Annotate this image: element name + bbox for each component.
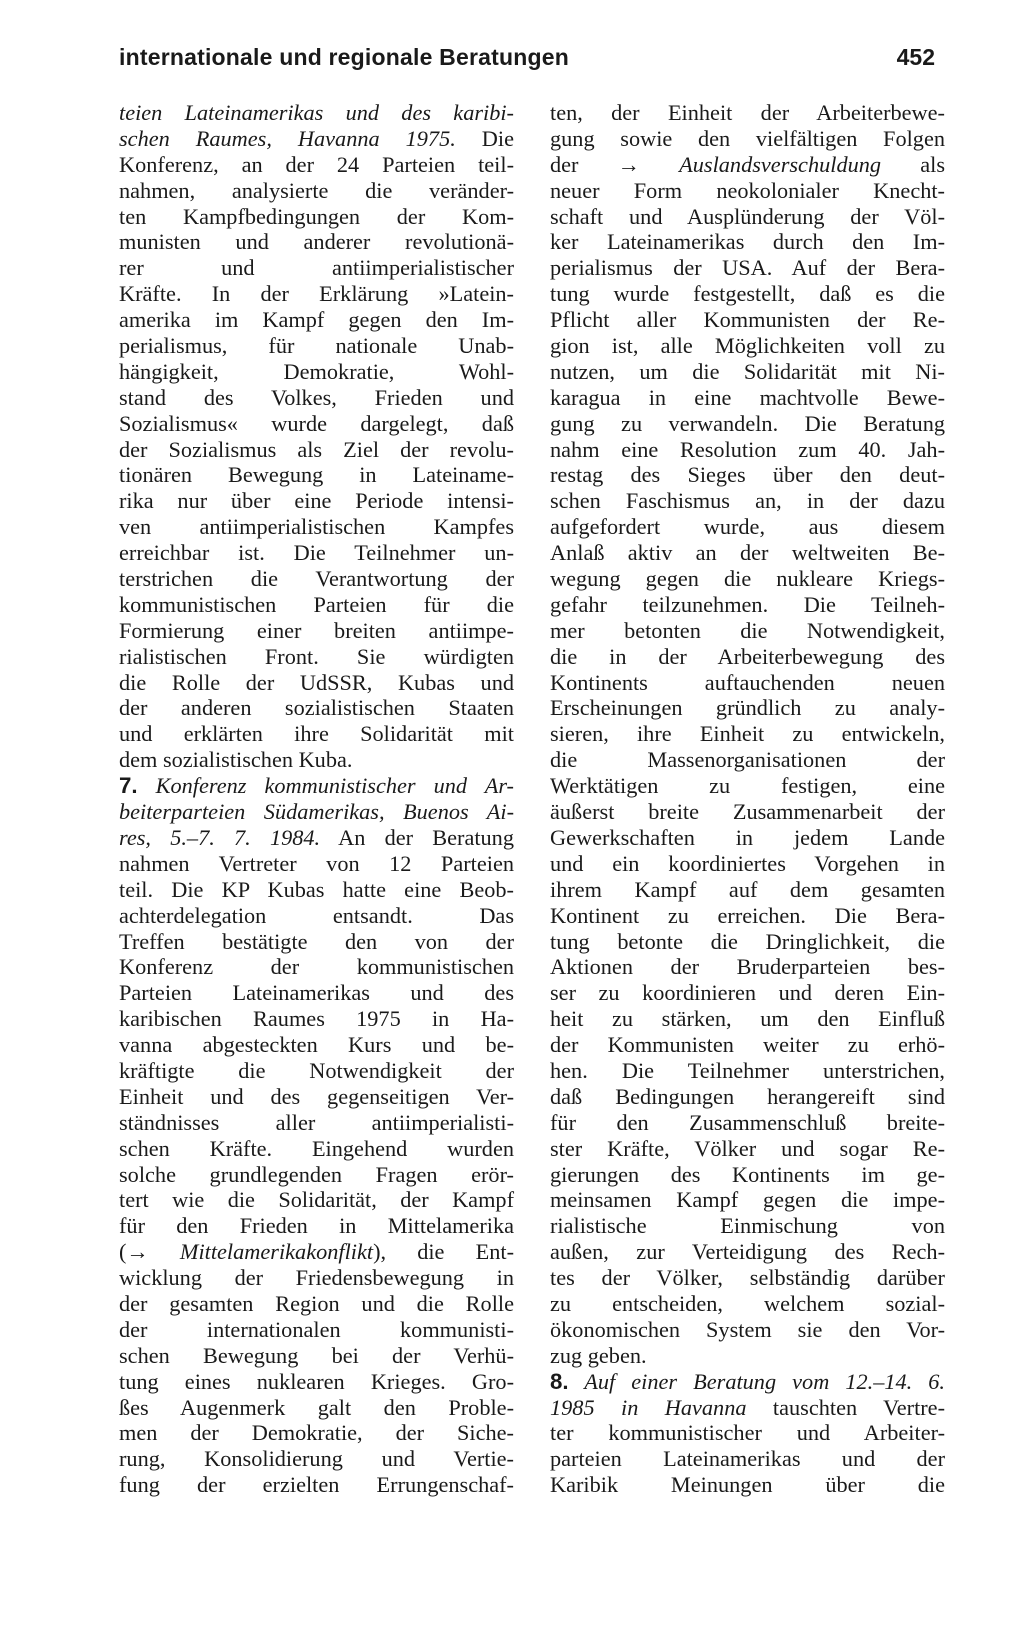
line-text: gefahr teilzunehmen. Die Teilneh- <box>550 591 945 617</box>
text-line <box>119 1369 514 1395</box>
text-line <box>119 126 514 152</box>
line-text: die Rolle der UdSSR, Kubas und <box>119 669 514 695</box>
text-line <box>550 488 945 514</box>
line-text: Kräfte. In der Erklärung »Latein- <box>119 281 514 307</box>
text-line <box>119 799 514 825</box>
line-text: perialismus, für nationale Unab- <box>119 333 514 359</box>
line-text: rer und antiimperialistischer <box>119 255 514 281</box>
line-text: ven antiimperialistischen Kampfes <box>119 514 514 540</box>
text-line <box>550 644 945 670</box>
line-text: Kontinent zu erreichen. Die Bera- <box>550 902 945 928</box>
line-text: die in der Arbeiterbewegung des <box>550 643 945 669</box>
line-text: dem sozialistischen Kuba. <box>119 747 353 773</box>
line-text: der internationalen kommunisti- <box>119 1316 514 1342</box>
text-line <box>550 825 945 851</box>
line-text: daß Bedingungen herangereift sind <box>550 1083 945 1109</box>
text-line <box>550 1239 945 1265</box>
line-text: wicklung der Friedensbewegung in <box>119 1265 514 1291</box>
text-line <box>550 618 945 644</box>
italic-text: teien Lateinamerikas und des karibi- <box>119 100 514 125</box>
text-line <box>119 1343 514 1369</box>
text-line <box>119 488 514 514</box>
text-line <box>550 747 945 773</box>
text-line <box>119 1162 514 1188</box>
line-text: munisten und anderer revolutionä- <box>119 229 514 255</box>
text-line <box>119 385 514 411</box>
line-text: der Sozialismus als Ziel der revolu- <box>119 436 514 462</box>
line-text: der gesamten Region und die Rolle <box>119 1290 514 1316</box>
line-text: Konferenz, an der 24 Parteien teil- <box>119 151 514 177</box>
italic-text: 1985 in Havanna <box>550 1394 747 1420</box>
line-text: rialistische Einmischung von <box>550 1213 945 1239</box>
text-line <box>119 1213 514 1239</box>
line-text: hängigkeit, Demokratie, Wohl- <box>119 358 514 384</box>
text-line <box>550 359 945 385</box>
line-text: Anlaß aktiv an der weltweiten Be- <box>550 540 945 566</box>
line-text: Treffen bestätigte den von der <box>119 928 514 954</box>
text-line <box>119 695 514 721</box>
line-text: Konferenz der kommunistischen <box>119 954 514 980</box>
line-text: Erscheinungen gründlich zu analy- <box>550 695 945 721</box>
text-line <box>550 929 945 955</box>
line-text: men der Demokratie, der Siche- <box>119 1420 514 1446</box>
line-text: aufgefordert wurde, aus diesem <box>550 514 945 540</box>
line-text: ständnisses aller antiimperialisti- <box>119 1109 514 1135</box>
text-line <box>550 1213 945 1239</box>
line-text: ser zu koordinieren und deren Ein- <box>550 980 945 1006</box>
text-line <box>119 1136 514 1162</box>
text-line <box>550 204 945 230</box>
text-line <box>119 773 514 799</box>
text-line <box>550 385 945 411</box>
line-suffix: tauschten Vertre- <box>746 1394 946 1420</box>
text-line <box>119 825 514 851</box>
text-line <box>119 1265 514 1291</box>
line-text: tionären Bewegung in Lateiname- <box>119 462 514 488</box>
line-text: für den Frieden in Mittelamerika <box>119 1213 514 1239</box>
line-text: Pflicht aller Kommunisten der Re- <box>550 307 945 333</box>
line-text: die Massenorganisationen der <box>550 747 945 773</box>
text-line <box>119 514 514 540</box>
line-text: tung wurde festgestellt, daß es die <box>550 281 945 307</box>
line-text: Gewerkschaften in jedem Lande <box>550 824 945 850</box>
text-line <box>119 954 514 980</box>
line-text: heit zu stärken, um den Einfluß <box>550 1006 945 1032</box>
line-suffix: als <box>881 151 945 177</box>
text-line <box>550 799 945 825</box>
text-line <box>119 437 514 463</box>
line-text: neuer Form neokolonialer Knecht- <box>550 177 945 203</box>
line-text: Sozialismus« wurde dargelegt, daß <box>119 410 514 436</box>
line-text: fung der erzielten Errungenschaf- <box>119 1472 514 1498</box>
text-line <box>550 851 945 877</box>
line-text: ten Kampfbedingungen der Kom- <box>119 203 514 229</box>
line-text: meinsamen Kampf gegen die impe- <box>550 1187 945 1213</box>
text-line <box>550 1343 945 1369</box>
text-line <box>119 255 514 281</box>
text-line <box>119 721 514 747</box>
line-suffix: An der Beratung <box>320 824 514 850</box>
text-line <box>119 152 514 178</box>
line-text: Formierung einer breiten antiimpe- <box>119 617 514 643</box>
line-text: schen Bewegung bei der Verhü- <box>119 1342 514 1368</box>
text-line <box>550 1110 945 1136</box>
line-text: restag des Sieges über den deut- <box>550 462 945 488</box>
line-text: ten, der Einheit der Arbeiterbewe- <box>550 100 945 125</box>
text-line <box>119 1058 514 1084</box>
line-text: nahmen, analysierte die veränder- <box>119 177 514 203</box>
text-line <box>119 566 514 592</box>
line-text: schaft und Ausplünderung der Völ- <box>550 203 945 229</box>
text-line <box>119 462 514 488</box>
text-line <box>550 592 945 618</box>
text-line <box>550 1058 945 1084</box>
line-text: teil. Die KP Kubas hatte eine Beob- <box>119 876 514 902</box>
line-text: Aktionen der Bruderparteien bes- <box>550 954 945 980</box>
text-line <box>550 1136 945 1162</box>
line-text: und ein koordiniertes Vorgehen in <box>550 850 945 876</box>
text-line <box>119 1395 514 1421</box>
line-text: erreichbar ist. Die Teilnehmer un- <box>119 540 514 566</box>
line-text: ter kommunistischer und Arbeiter- <box>550 1420 945 1446</box>
line-text: nahmen Vertreter von 12 Parteien <box>119 850 514 876</box>
text-line <box>119 877 514 903</box>
text-line <box>119 1239 514 1265</box>
line-text: rung, Konsolidierung und Vertie- <box>119 1446 514 1472</box>
line-text: wegung gegen die nukleare Kriegs- <box>550 566 945 592</box>
text-line <box>550 126 945 152</box>
italic-text: Mittelamerikakonflikt <box>179 1239 374 1265</box>
line-text: kräftigte die Notwendigkeit der <box>119 1057 514 1083</box>
text-line <box>119 903 514 929</box>
text-line <box>550 540 945 566</box>
line-suffix: ), die Ent- <box>373 1239 514 1265</box>
line-text: schen Kräfte. Eingehend wurden <box>119 1135 514 1161</box>
text-line <box>550 307 945 333</box>
section-number: 8. <box>550 1368 569 1394</box>
text-line <box>119 411 514 437</box>
text-line <box>550 100 945 126</box>
text-line <box>550 411 945 437</box>
line-prefix: der → <box>550 151 680 177</box>
line-text: nahm eine Resolution zum 40. Jah- <box>550 436 945 462</box>
text-line <box>119 980 514 1006</box>
text-line <box>119 204 514 230</box>
text-line <box>119 100 514 126</box>
line-text: achterdelegation entsandt. Das <box>119 902 514 928</box>
text-line <box>119 1110 514 1136</box>
line-text: amerika im Kampf gegen den Im- <box>119 307 514 333</box>
text-line <box>550 566 945 592</box>
text-line <box>119 1420 514 1446</box>
line-text: Karibik Meinungen über die <box>550 1472 945 1498</box>
line-text: gung sowie den vielfältigen Folgen <box>550 125 945 151</box>
text-line <box>119 644 514 670</box>
line-text: sieren, ihre Einheit zu entwickeln, <box>550 721 945 747</box>
line-text: Parteien Lateinamerikas und des <box>119 980 514 1006</box>
line-text: gung zu verwandeln. Die Beratung <box>550 410 945 436</box>
line-suffix: Die <box>455 125 514 151</box>
text-line <box>119 1084 514 1110</box>
text-line <box>550 1006 945 1032</box>
text-line <box>550 152 945 178</box>
line-text: tung eines nuklearen Krieges. Gro- <box>119 1368 514 1394</box>
text-line <box>119 618 514 644</box>
italic-text: Auslandsverschuldung <box>679 151 882 177</box>
italic-text: res, 5.–7. 7. 1984. <box>119 824 321 850</box>
line-text: mer betonten die Notwendigkeit, <box>550 617 945 643</box>
text-line <box>550 255 945 281</box>
line-text: ßes Augenmerk galt den Proble- <box>119 1394 514 1420</box>
text-line <box>119 229 514 255</box>
text-line <box>550 1317 945 1343</box>
line-text: kommunistischen Parteien für die <box>119 591 514 617</box>
line-text: Kontinents auftauchenden neuen <box>550 669 945 695</box>
line-text: vanna abgesteckten Kurs und be- <box>119 1032 514 1058</box>
line-text: der Kommunisten weiter zu erhö- <box>550 1032 945 1058</box>
text-line <box>550 695 945 721</box>
text-line <box>550 903 945 929</box>
text-line <box>119 592 514 618</box>
section-number: 7. <box>119 773 138 799</box>
line-text: karibischen Raumes 1975 in Ha- <box>119 1006 514 1032</box>
right-column <box>550 100 945 1498</box>
italic-text: Auf einer Beratung vom 12.–14. 6. <box>568 1368 945 1394</box>
line-text: stand des Volkes, Frieden und <box>119 384 514 410</box>
text-line <box>550 1032 945 1058</box>
text-line <box>119 333 514 359</box>
text-line <box>119 540 514 566</box>
text-line <box>550 980 945 1006</box>
line-text: perialismus der USA. Auf der Bera- <box>550 255 945 281</box>
text-line <box>550 1395 945 1421</box>
text-line <box>119 178 514 204</box>
line-text: Werktätigen zu festigen, eine <box>550 773 945 799</box>
line-text: ihrem Kampf auf dem gesamten <box>550 876 945 902</box>
line-text: für den Zusammenschluß breite- <box>550 1109 945 1135</box>
text-line <box>550 1162 945 1188</box>
text-line <box>550 1446 945 1472</box>
line-text: solche grundlegenden Fragen erör- <box>119 1161 514 1187</box>
text-line <box>550 178 945 204</box>
text-line <box>550 1420 945 1446</box>
text-line <box>550 514 945 540</box>
text-line <box>119 307 514 333</box>
text-line <box>119 1006 514 1032</box>
text-line <box>119 359 514 385</box>
italic-text: beiterparteien Südamerikas, Buenos Ai- <box>119 799 514 825</box>
line-prefix: (→ <box>119 1239 180 1265</box>
text-line <box>119 1317 514 1343</box>
page-header <box>119 44 935 78</box>
text-line <box>550 954 945 980</box>
text-line <box>550 229 945 255</box>
text-line <box>119 1291 514 1317</box>
line-text: ster Kräfte, Völker und sogar Re- <box>550 1135 945 1161</box>
italic-text: schen Raumes, Havanna 1975. <box>119 125 456 151</box>
line-text: ker Lateinamerikas durch den Im- <box>550 229 945 255</box>
line-text: rialistischen Front. Sie würdigten <box>119 643 514 669</box>
italic-text: Konferenz kommunistischer und Ar- <box>137 773 514 799</box>
line-text: gion ist, alle Möglichkeiten voll zu <box>550 333 945 359</box>
text-line <box>550 1472 945 1498</box>
line-text: der anderen sozialistischen Staaten <box>119 695 514 721</box>
text-line <box>119 1032 514 1058</box>
text-line <box>119 1187 514 1213</box>
text-line <box>550 1265 945 1291</box>
text-line <box>119 851 514 877</box>
line-text: und erklärten ihre Solidarität mit <box>119 721 514 747</box>
text-line <box>550 281 945 307</box>
page-number: 452 <box>896 44 935 70</box>
line-text: karagua in eine machtvolle Bewe- <box>550 384 945 410</box>
line-text: terstrichen die Verantwortung der <box>119 566 514 592</box>
line-text: schen Faschismus an, in der dazu <box>550 488 945 514</box>
text-line <box>550 333 945 359</box>
line-text: äußerst breite Zusammenarbeit der <box>550 799 945 825</box>
text-line <box>119 747 514 773</box>
text-line <box>550 773 945 799</box>
line-text: zu entscheiden, welchem sozial- <box>550 1290 945 1316</box>
text-line <box>550 437 945 463</box>
text-line <box>119 1446 514 1472</box>
line-text: nutzen, um die Solidarität mit Ni- <box>550 358 945 384</box>
line-text: tert wie die Solidarität, der Kampf <box>119 1187 514 1213</box>
line-text: ökonomischen System sie den Vor- <box>550 1316 945 1342</box>
text-line <box>550 462 945 488</box>
text-line <box>550 721 945 747</box>
text-line <box>550 1084 945 1110</box>
text-line <box>119 929 514 955</box>
text-line <box>119 1472 514 1498</box>
running-head: internationale und regionale Beratungen <box>119 44 569 70</box>
text-line <box>550 1369 945 1395</box>
text-line <box>119 670 514 696</box>
line-text: außen, zur Verteidigung des Rech- <box>550 1239 945 1265</box>
left-column <box>119 100 514 1498</box>
line-text: parteien Lateinamerikas und der <box>550 1446 945 1472</box>
text-line <box>550 1187 945 1213</box>
text-line <box>550 877 945 903</box>
line-text: gierungen des Kontinents im ge- <box>550 1161 945 1187</box>
line-text: tes der Völker, selbständig darüber <box>550 1265 945 1291</box>
text-line <box>550 670 945 696</box>
line-text: tung betonte die Dringlichkeit, die <box>550 928 945 954</box>
line-text: hen. Die Teilnehmer unterstrichen, <box>550 1057 945 1083</box>
text-line <box>119 281 514 307</box>
text-line <box>550 1291 945 1317</box>
line-text: Einheit und des gegenseitigen Ver- <box>119 1083 514 1109</box>
line-text: zug geben. <box>550 1342 647 1368</box>
line-text: rika nur über eine Periode intensi- <box>119 488 514 514</box>
